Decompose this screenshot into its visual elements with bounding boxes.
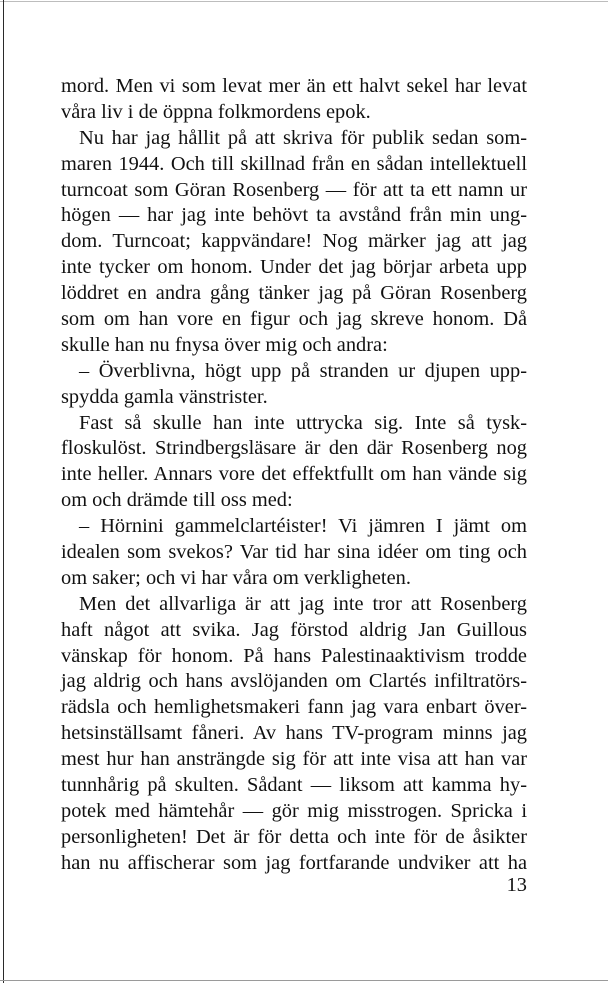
text-line: dom. Turncoat; kappvändare! Nog märker jag att jag (61, 230, 527, 253)
body-text (61, 74, 527, 877)
text-line: våra liv i de öppna folkmordens epok. (61, 100, 371, 123)
text-line: – Hörnini gammelclartéister! Vi jämren I jämt om (79, 515, 527, 538)
text-line: – Överblivna, högt upp på stranden ur djupen upp- (79, 359, 527, 382)
text-line: maren 1944. Och till skillnad från en sådan intellektuell (61, 152, 527, 175)
text-line: som om han vore en figur och jag skreve honom. Då (61, 308, 527, 331)
text-line: hetsinställsamt fåneri. Av hans TV-program minns jag (61, 722, 527, 745)
text-line: floskulöst. Strindbergsläsare är den där Rosenberg nog (61, 437, 527, 460)
text-line: Men det allvarliga är att jag inte tror att Rosenberg (79, 592, 527, 615)
text-line: vänskap för honom. På hans Palestinaaktivism trodde (61, 644, 527, 667)
text-line: haft något att svika. Jag förstod aldrig Jan Guillous (61, 618, 527, 641)
page-bottom-edge (0, 980, 608, 981)
text-line: personligheten! Det är för detta och inte för de åsikter (61, 825, 527, 848)
page-left-edge (3, 0, 4, 983)
page-number: 13 (506, 874, 527, 896)
text-line: han nu affischerar som jag fortfarande undviker att ha (61, 851, 527, 874)
text-line: idealen som svekos? Var tid har sina idéer om ting och (61, 541, 527, 564)
text-line: rädsla och hemlighetsmakeri fann jag vara enbart över- (61, 696, 527, 719)
text-line: potek med hämtehår — gör mig misstrogen. Spricka i (61, 799, 527, 822)
text-line: inte tycker om honom. Under det jag börjar arbeta upp (61, 256, 527, 279)
text-line: turncoat som Göran Rosenberg — för att ta ett namn ur (61, 178, 527, 201)
text-line: skulle han nu fnysa över mig och andra: (61, 333, 388, 356)
page-top-edge (0, 1, 608, 2)
text-line: tunnhårig på skulten. Sådant — liksom att kamma hy- (61, 774, 527, 797)
text-line: mest hur han ansträngde sig för att inte visa att han var (61, 748, 527, 771)
text-line: om och drämde till oss med: (61, 489, 293, 512)
text-line: Nu har jag hållit på att skriva för publik sedan som- (79, 126, 527, 149)
text-line: spydda gamla vänstrister. (61, 385, 268, 408)
text-line: Fast så skulle han inte uttrycka sig. Inte så tysk- (79, 411, 527, 434)
text-line: om saker; och vi har våra om verkligheten. (61, 566, 411, 589)
text-line: mord. Men vi som levat mer än ett halvt sekel har levat (61, 75, 527, 97)
text-line: jag aldrig och hans avslöjanden om Clartés infiltratörs- (61, 670, 527, 693)
text-line: löddret en andra gång tänker jag på Göran Rosenberg (61, 282, 527, 305)
text-line: inte heller. Annars vore det effektfullt om han vände sig (61, 463, 527, 486)
text-line: högen — har jag inte behövt ta avstånd från min ung- (61, 204, 527, 227)
